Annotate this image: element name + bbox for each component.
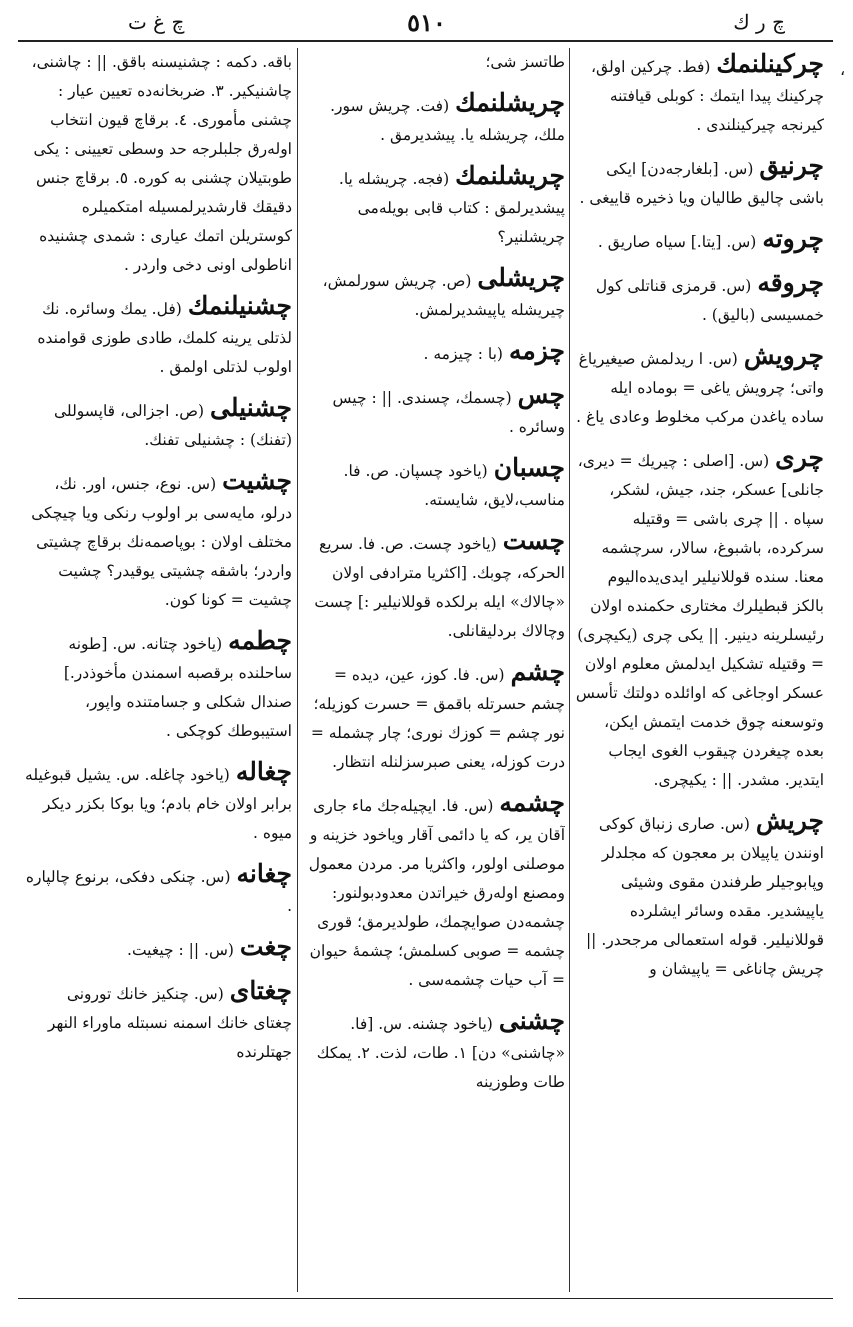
column-middle bbox=[303, 48, 565, 1292]
dictionary-entry bbox=[574, 340, 824, 432]
entry-definition: (س. نوع، جنس، اور. نك، درلو، مایه‌سی بر اولوب رنکی ویا چیچکی مختلف اولان : بوپاصمه‌نك برقاچ چشیتی واردر؛ باشقه چشیتی یوقیدر؟ چشیت چشیت = کونا کون. bbox=[31, 475, 292, 609]
dictionary-entry bbox=[303, 87, 565, 150]
entry-definition: (س. ا ریدلمش صیغیریاغ واتی؛ چرویش یاغی = بوماده ایله ساده یاغدن مرکب مخلوط وعادی یاغ . bbox=[576, 350, 824, 426]
entry-definition: باقه. دکمه : چشنیسنه باقق. || : چاشنی، چاشنیکیر. ۳. ضربخانه‌ده تعیین عیار : چشنی مأموری. ٤. برقاچ قیون انتخاب اوله‌رق جلبلرجه حد وسطی تعیینی : یکی طوبتیلان چشنی به کوره. ٥. برقاچ جنس دقیقك قارشدیرلمسیله امتکمیلره کوستریلن اتمك عیاری : شمدی چشنیده اناطولی اونی دخی واردر . bbox=[31, 53, 292, 274]
entry-headword: چطمه bbox=[228, 626, 292, 655]
entry-headword: چریشلنمك bbox=[455, 161, 565, 190]
entry-headword: چریشلنمك bbox=[455, 88, 565, 117]
dictionary-entry bbox=[303, 48, 565, 77]
dictionary-entry bbox=[303, 525, 565, 646]
column-divider bbox=[297, 48, 298, 1292]
entry-definition: (س. [یتا.] سیاه صاریق . bbox=[597, 233, 757, 251]
entry-headword: چروته bbox=[762, 224, 824, 253]
dictionary-entry bbox=[24, 625, 292, 746]
dictionary-entry bbox=[574, 267, 824, 330]
entry-definition: (با : چیزمه . bbox=[423, 345, 503, 363]
entry-headword: چشنیلنمك bbox=[187, 291, 292, 320]
entry-headword: چرویش bbox=[743, 341, 824, 370]
dictionary-entry bbox=[303, 1005, 565, 1097]
dictionary-entry bbox=[574, 805, 824, 984]
entry-definition: (فل. یمك وسائره. نك لذتلی یرینه کلمك، طادی طوزی قوامنده اولوب لذتلی اولمق . bbox=[37, 300, 292, 376]
dictionary-entry bbox=[303, 262, 565, 325]
dictionary-entry bbox=[24, 290, 292, 382]
entry-definition: (س. صاری زنباق کوکی اونندن یاپیلان بر معجون که مجلدلر وپابوجیلر طرفندن مقوی وشیئی یاپیشدیر. مقده وسائر ایشلرده قوللانیلیر. قوله استعمالی مرجحدر. || چریش چاناغی = یاپیشان و bbox=[585, 815, 824, 978]
entry-definition: (س. چنکی دفکی، برنوع چالپاره . bbox=[25, 868, 292, 915]
page-header bbox=[18, 6, 835, 40]
entry-definition: (ص. اجزالی، قاپسوللی (تفنك) : چشنیلی تفنك. bbox=[54, 402, 292, 449]
entry-definition: (س. || : چیغیت. bbox=[127, 941, 234, 959]
entry-definition: (یاخود چتانه. س. [طونه ساحلنده برقصبه اسمندن مأخوذدر.] صندال شکلی و جسامتنده واپور، استیبوطك کوچکی . bbox=[63, 635, 292, 740]
dictionary-entry bbox=[574, 150, 824, 213]
entry-headword: چزمه bbox=[508, 336, 565, 365]
dictionary-entry bbox=[574, 48, 824, 140]
dictionary-entry bbox=[24, 756, 292, 848]
dictionary-entry bbox=[24, 931, 292, 965]
entry-headword: چرکینلنمك bbox=[716, 49, 824, 78]
entry-definition: (س. فا. ایچیله‌جك ماء جاری آقان یر، که یا دائمی آقار ویاخود خزینه و موصلنی اولور، واکثریا مر. مردن معمول ومصنع اوله‌رق خیراتدن معدودبولنور: چشمه‌دن صوایچمك، طولدیرمق؛ قوری چشمه = صوبی کسلمش؛ چشمهٔ حیوان = آب حیات چشمه‌سی . bbox=[308, 797, 565, 989]
margin-mark: ، bbox=[840, 60, 846, 79]
entry-headword: چشنیلی bbox=[210, 393, 292, 422]
entry-headword: چریشلی bbox=[477, 263, 565, 292]
entry-headword: چست bbox=[502, 526, 565, 555]
entry-headword: چغاله bbox=[235, 757, 292, 786]
entry-headword: چرنیق bbox=[759, 151, 824, 180]
entry-headword: چسبان bbox=[493, 453, 565, 482]
dictionary-entry bbox=[24, 392, 292, 455]
entry-definition: (س. قرمزی قناتلی کول خمسیسی (بالیق) . bbox=[595, 277, 824, 324]
entry-definition: (فط. چرکین اولق، چرکینك پیدا ایتمك : کوبلی قیافتنه کیرنجه چیرکینلندی . bbox=[591, 58, 824, 134]
header-left-letters: چ غ ت bbox=[128, 10, 185, 34]
entry-definition: (س. چنکیز خانك تورونی چغتای خانك اسمنه نسبتله ماوراء النهر جهتلرنده bbox=[47, 985, 292, 1061]
header-rule bbox=[18, 40, 833, 42]
entry-definition: (یاخود چاغله. س. یشیل قبوغیله برابر اولان خام بادم؛ ویا بوکا بکزر دیکر میوه . bbox=[25, 766, 292, 842]
dictionary-entry bbox=[303, 160, 565, 252]
entry-headword: چری bbox=[775, 443, 824, 472]
page-number: ٥١٠ bbox=[407, 8, 446, 37]
entry-definition: (س. فا. کوز، عین، دیده = چشم حسرتله باقمق = حسرت کوزیله؛ نور چشم = کوزك نوری؛ چار چشمله = درت کوزله، یعنی صبرسزلنله انتظار. bbox=[310, 666, 565, 771]
entry-headword: چشم bbox=[510, 657, 565, 686]
footer-rule bbox=[18, 1298, 833, 1299]
entry-definition: (یاخود چسپان. ص. فا. مناسب،لایق، شایسته. bbox=[343, 462, 565, 509]
dictionary-entry bbox=[303, 335, 565, 369]
column-right bbox=[574, 48, 824, 1292]
entry-definition: طاتسز شی؛ bbox=[485, 53, 565, 71]
entry-headword: چروقه bbox=[757, 268, 824, 297]
dictionary-entry bbox=[303, 656, 565, 777]
entry-definition: (فجه. چریشله یا. پیشدیرلمق : کتاب قابی بویله‌می چریشلنیر؟ bbox=[338, 170, 565, 246]
entry-definition: (س. [بلغارجه‌دن] ایکی باشی چالیق طالیان ویا ذخیره قاییغی . bbox=[579, 160, 824, 207]
dictionary-entry bbox=[303, 379, 565, 442]
dictionary-entry bbox=[303, 787, 565, 995]
entry-headword: چشنی bbox=[498, 1006, 565, 1035]
entry-headword: چغت bbox=[239, 932, 292, 961]
entry-definition: (چسمك، چسندی. || : چیس وسائره . bbox=[332, 389, 565, 436]
entry-definition: (یاخود چشنه. س. [فا. «چاشنی» دن] ۱. طات، لذت. ۲. یمکك طات وطوزینه bbox=[316, 1015, 565, 1091]
column-left bbox=[24, 48, 292, 1292]
dictionary-entry bbox=[24, 465, 292, 615]
dictionary-entry bbox=[574, 223, 824, 257]
dictionary-entry bbox=[24, 858, 292, 921]
dictionary-entry bbox=[574, 442, 824, 795]
entry-definition: (س. [اصلی : چیریك = دیری، جانلی] عسکر، جند، جیش، لشکر، سپاه . || چری باشی = وقتیله سرکرده، باشبوغ، سالار، سرچشمه معنا. سنده قوللانیلیر ایدی‌یده‌الیوم بالکز قبطیلرك مختاری حکمنده اولان رئیسلرینه دینیر. || یکی چری (یکیچری) = وقتیله تشکیل ایدلمش معلوم اولان عسکر اوجاغی که اوائلده دولتك تأسس وتوسعنه چوق خدمت ایتمش ایکن، بعده چیغردن چیقوب الغوی ایجاب ایتدیر. مشدر. || : یکیچری. bbox=[575, 452, 824, 789]
entry-definition: (ص. چریش سورلمش، چیریشله یاپیشدیرلمش. bbox=[322, 272, 565, 319]
entry-headword: چشیت bbox=[222, 466, 292, 495]
entry-headword: چریش bbox=[755, 806, 824, 835]
entry-headword: چس bbox=[517, 380, 565, 409]
dictionary-entry bbox=[24, 48, 292, 280]
header-right-letters: چ ر ك bbox=[733, 10, 785, 34]
entry-headword: چغانه bbox=[236, 859, 292, 888]
dictionary-entry bbox=[303, 452, 565, 515]
column-divider bbox=[569, 48, 570, 1292]
dictionary-entry bbox=[24, 975, 292, 1067]
entry-definition: (یاخود چست. ص. فا. سریع الحرکه، چوبك. [اکثریا مترادفی اولان «چالاك» ایله برلکده قوللانیلیر :] چست وچالاك بردلیقانلی. bbox=[314, 535, 565, 640]
entry-definition: (فت. چریش سور. ملك، چریشله یا. پیشدیرمق . bbox=[330, 97, 565, 144]
entry-headword: چشمه bbox=[499, 788, 565, 817]
entry-headword: چغتای bbox=[229, 976, 292, 1005]
